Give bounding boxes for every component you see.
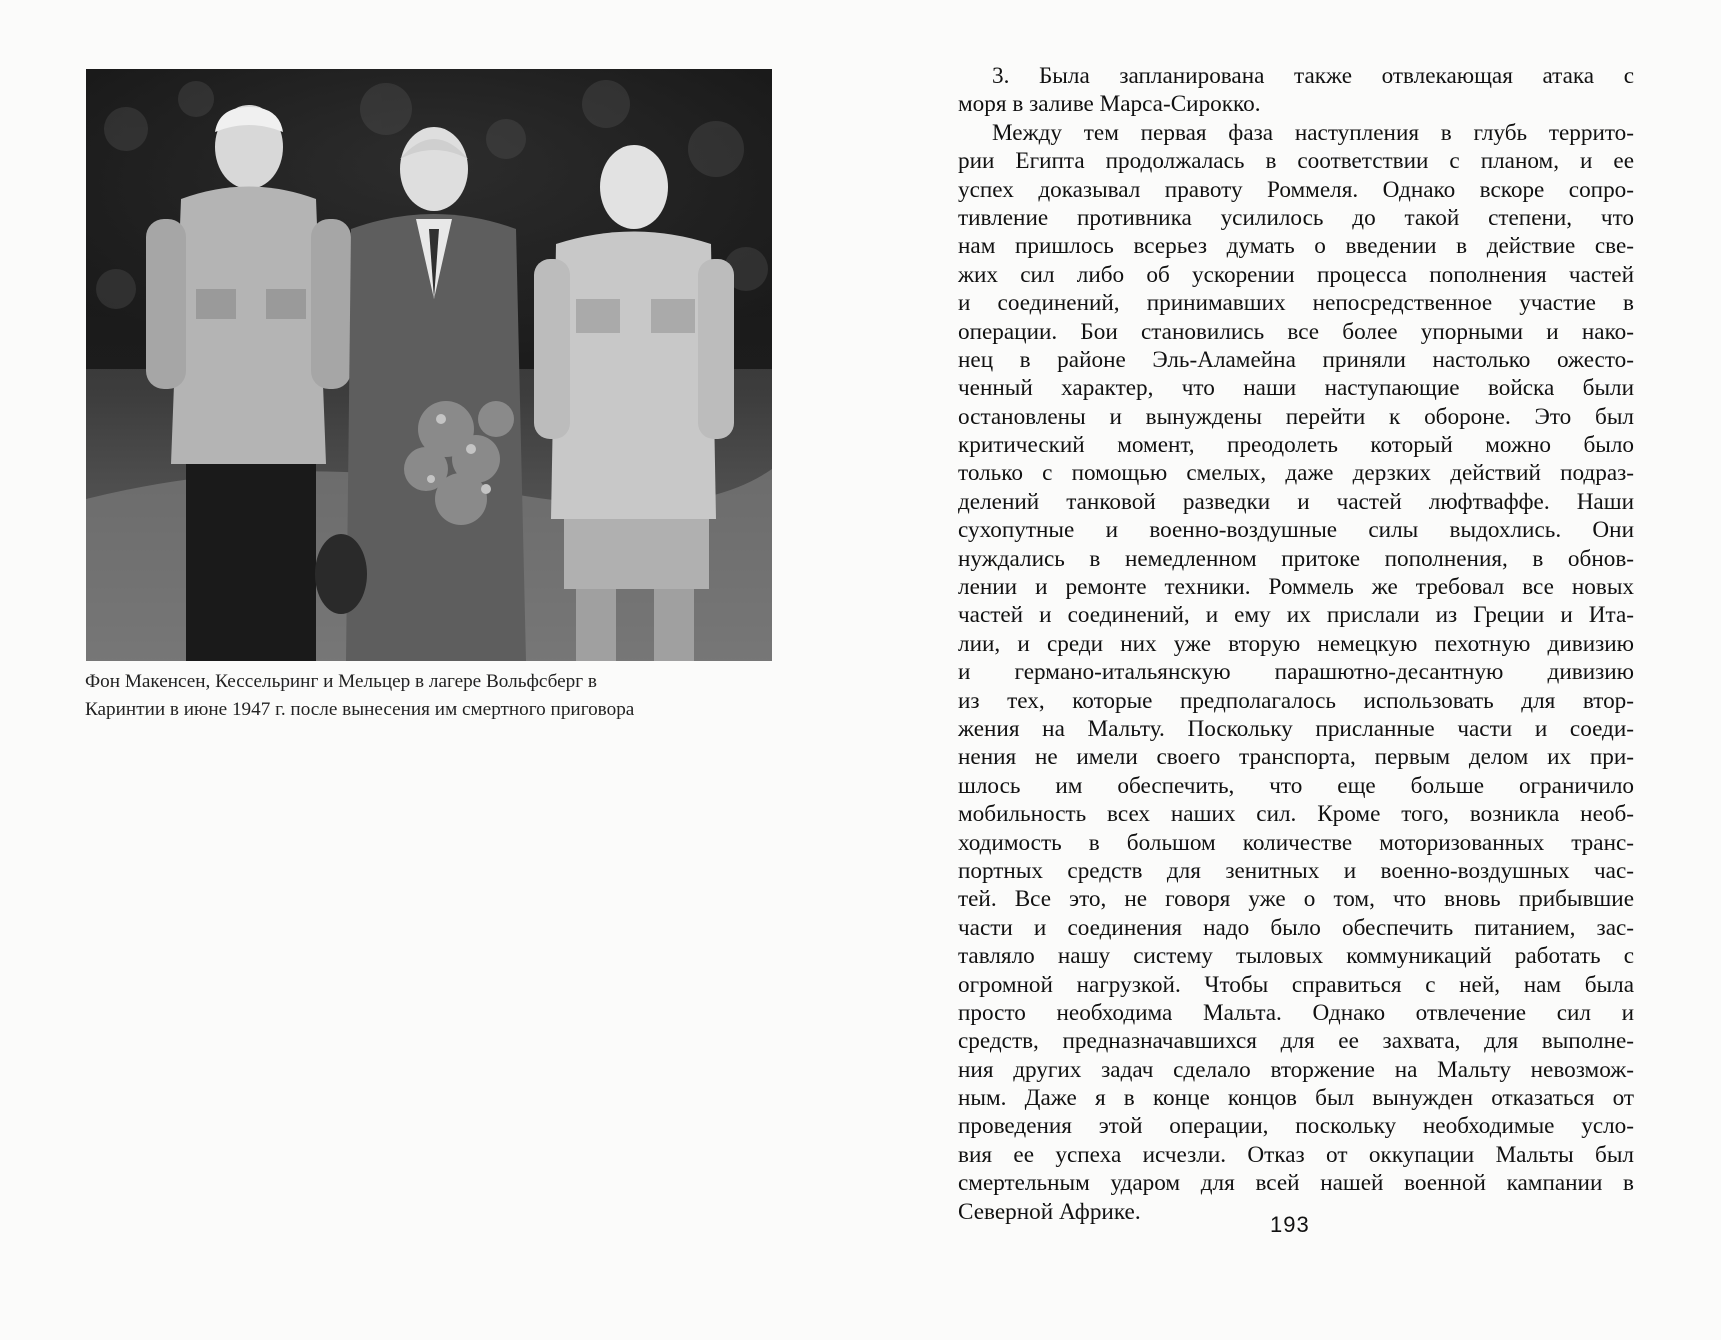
text-line: тей. Все это, не говоря уже о том, что вновь прибывшие — [958, 886, 1634, 913]
text-line: смертельным ударом для всей нашей военной кампании в — [958, 1170, 1634, 1197]
body-text — [958, 62, 1634, 1226]
text-line: жения на Мальту. Поскольку присланные части и соеди- — [958, 715, 1634, 742]
text-line: ходимость в большом количестве моторизованных транс- — [958, 829, 1634, 856]
text-line: огромной нагрузкой. Чтобы справиться с ней, нам была — [958, 971, 1634, 998]
text-line: сухопутные и военно-воздушные силы выдохлись. Они — [958, 517, 1634, 544]
text-line: тавляло нашу систему тыловых коммуникаций работать с — [958, 943, 1634, 970]
text-line: критический момент, преодолеть который можно было — [958, 432, 1634, 459]
text-line: остановлены и вынуждены перейти к обороне. Это был — [958, 403, 1634, 430]
text-line: операции. Бои становились все более упорными и нако- — [958, 318, 1634, 345]
text-line: лии, и среди них уже вторую немецкую пехотную дивизию — [958, 630, 1634, 657]
three-men-photo-image — [86, 69, 772, 661]
photograph — [86, 69, 772, 661]
text-line: нуждались в немедленном притоке пополнения, в обнов- — [958, 545, 1634, 572]
page-number: 193 — [1270, 1212, 1310, 1237]
text-line: нец в районе Эль-Аламейна приняли настолько ожесто- — [958, 346, 1634, 373]
text-line: частей и соединений, и ему их прислали из Греции и Ита- — [958, 602, 1634, 629]
text-line: моря в заливе Марса-Сирокко. — [958, 91, 1261, 118]
text-line: рии Египта продолжалась в соответствии с планом, и ее — [958, 148, 1634, 175]
text-line: проведения этой операции, поскольку необходимые усло- — [958, 1113, 1634, 1140]
text-line: просто необходима Мальта. Однако отвлечение сил и — [958, 999, 1634, 1026]
text-line: Северной Африке. — [958, 1198, 1141, 1225]
text-line: шлось им обеспечить, что еще больше ограничило — [958, 772, 1634, 799]
text-line: нения не имели своего транспорта, первым делом их при- — [958, 744, 1634, 771]
left-page — [0, 0, 860, 1340]
text-line: делений танковой разведки и частей люфтваффе. Наши — [958, 488, 1634, 515]
text-line: нам пришлось всерьез думать о введении в действие све- — [958, 233, 1634, 260]
text-line: средств, предназначавшихся для ее захвата, для выполне- — [958, 1028, 1634, 1055]
text-line: тивление противника усилилось до такой степени, что — [958, 204, 1634, 231]
text-line: мобильность всех наших сил. Кроме того, возникла необ- — [958, 801, 1634, 828]
text-line: вия ее успеха исчезли. Отказ от оккупации Мальты был — [958, 1141, 1634, 1168]
text-line: лении и ремонте техники. Роммель же требовал все новых — [958, 574, 1634, 601]
text-line: ния других задач сделало вторжение на Мальту невозмож- — [958, 1056, 1634, 1083]
text-line: ченный характер, что наши наступающие войска были — [958, 375, 1634, 402]
caption-line: Фон Макенсен, Кессельринг и Мельцер в лагере Вольфсберг в — [85, 671, 597, 692]
text-line: успех доказывал правоту Роммеля. Однако вскоре сопро- — [958, 176, 1634, 203]
text-line: только с помощью смелых, даже дерзких действий подраз- — [958, 460, 1634, 487]
text-line: из тех, которые предполагалось использовать для втор- — [958, 687, 1634, 714]
photo-caption — [85, 668, 785, 724]
text-line: ным. Даже я в конце концов был вынужден отказаться от — [958, 1085, 1634, 1112]
caption-line: Каринтии в июне 1947 г. после вынесения им смертного приговора — [85, 699, 635, 720]
text-line: и соединений, принимавших непосредственное участие в — [958, 290, 1634, 317]
text-line: 3. Была запланирована также отвлекающая атака с — [992, 63, 1634, 89]
text-line: части и соединения надо было обеспечить питанием, зас- — [958, 914, 1634, 941]
text-line: Между тем первая фаза наступления в глубь террито- — [992, 119, 1634, 146]
text-line: жих сил либо об ускорении процесса пополнения частей — [958, 261, 1634, 288]
text-line: портных средств для зенитных и военно-воздушных час- — [958, 857, 1634, 884]
text-line: и германо-итальянскую парашютно-десантную дивизию — [958, 659, 1634, 686]
